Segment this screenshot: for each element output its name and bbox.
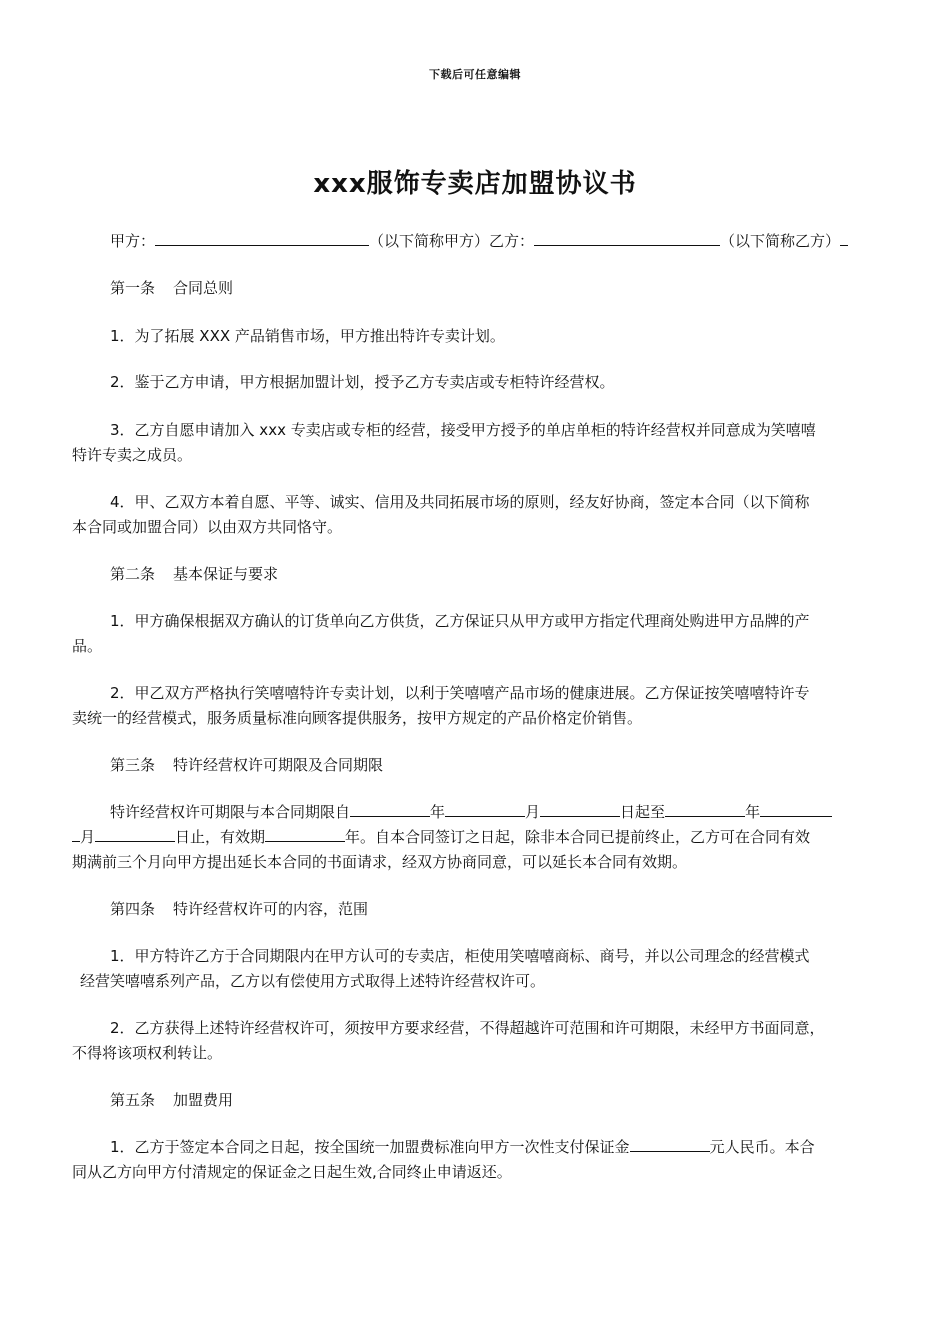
paragraph-line: 2．乙方获得上述特许经营权许可，须按甲方要求经营，不得超越许可范围和许可期限，未经甲方书面同意， bbox=[110, 1019, 825, 1037]
year-label: 年 bbox=[430, 803, 446, 821]
start-month-blank[interactable] bbox=[445, 802, 525, 817]
article-4-heading bbox=[72, 897, 892, 921]
term-line-1 bbox=[72, 800, 892, 824]
paragraph: 2．鉴于乙方申请，甲方根据加盟计划，授予乙方专卖店或专柜特许经营权。 bbox=[110, 373, 615, 391]
from-label: 日起至 bbox=[620, 803, 666, 821]
deposit-text: 1．乙方于签定本合同之日起，按全国统一加盟费标准向甲方一次性支付保证金 bbox=[110, 1138, 630, 1156]
end-year-blank[interactable] bbox=[665, 802, 745, 817]
paragraph-line: 期满前三个月向甲方提出延长本合同的书面请求，经双方协商同意，可以延长本合同有效期。 bbox=[72, 853, 688, 871]
document-title: xxx服饰专卖店加盟协议书 bbox=[313, 169, 637, 199]
article-title: 特许经营权许可的内容，范围 bbox=[173, 900, 369, 918]
deposit-text: 元人民币。本合 bbox=[709, 1138, 815, 1156]
party-a-label: 甲方： bbox=[110, 232, 156, 250]
end-day-blank[interactable] bbox=[95, 827, 175, 842]
article-number: 第四条 bbox=[110, 900, 156, 918]
parties-line bbox=[72, 229, 892, 253]
paragraph-line: 2．甲乙双方严格执行笑嘻嘻特许专卖计划，以利于笑嘻嘻产品市场的健康进展。乙方保证按笑嘻嘻特许专 bbox=[110, 684, 810, 702]
party-a-suffix: （以下简称甲方）乙方： bbox=[369, 232, 535, 250]
paragraph-line: 3．乙方自愿申请加入 xxx 专卖店或专柜的经营，接受甲方授予的单店单柜的特许经营权并同意成为笑嘻嘻 bbox=[110, 421, 816, 439]
start-day-blank[interactable] bbox=[540, 802, 620, 817]
article-title: 基本保证与要求 bbox=[173, 565, 279, 583]
term-text: 日止，有效期 bbox=[175, 828, 266, 846]
paragraph-line: 不得将该项权利转让。 bbox=[72, 1044, 223, 1062]
start-year-blank[interactable] bbox=[350, 802, 430, 817]
deposit-line bbox=[72, 1135, 892, 1159]
paragraph-line: 4．甲、乙双方本着自愿、平等、诚实、信用及共同拓展市场的原则，经友好协商，签定本合同（以下简称 bbox=[110, 493, 810, 511]
article-title: 合同总则 bbox=[173, 279, 234, 297]
validity-years-blank[interactable] bbox=[265, 827, 345, 842]
article-number: 第二条 bbox=[110, 565, 156, 583]
end-month-blank[interactable] bbox=[760, 802, 832, 817]
month-label: 月 bbox=[525, 803, 541, 821]
paragraph: 1．为了拓展 XXX 产品销售市场，甲方推出特许专卖计划。 bbox=[110, 327, 505, 345]
month-label: 月 bbox=[80, 828, 96, 846]
article-2-heading bbox=[72, 562, 892, 586]
article-title: 特许经营权许可期限及合同期限 bbox=[173, 756, 384, 774]
article-5-heading bbox=[72, 1088, 892, 1112]
paragraph-line: 卖统一的经营模式，服务质量标准向顾客提供服务，按甲方规定的产品价格定价销售。 bbox=[72, 709, 643, 727]
article-3-heading bbox=[72, 753, 892, 777]
term-text: 特许经营权许可期限与本合同期限自 bbox=[110, 803, 351, 821]
trailing-blank bbox=[840, 231, 848, 246]
article-number: 第三条 bbox=[110, 756, 156, 774]
paragraph-line: 经营笑嘻嘻系列产品，乙方以有偿使用方式取得上述特许经营权许可。 bbox=[80, 972, 546, 990]
paragraph-line: 1．甲方特许乙方于合同期限内在甲方认可的专卖店，柜使用笑嘻嘻商标、商号，并以公司理念的经营模式 bbox=[110, 947, 810, 965]
article-number: 第五条 bbox=[110, 1091, 156, 1109]
party-a-blank[interactable] bbox=[155, 231, 369, 246]
end-month-blank-cont[interactable] bbox=[72, 827, 80, 842]
article-1-heading bbox=[72, 276, 892, 300]
year-label: 年 bbox=[745, 803, 761, 821]
paragraph-line: 同从乙方向甲方付清规定的保证金之日起生效,合同终止申请返还。 bbox=[72, 1163, 512, 1181]
paragraph-line: 1．甲方确保根据双方确认的订货单向乙方供货，乙方保证只从甲方或甲方指定代理商处购进甲方品牌的产 bbox=[110, 612, 810, 630]
header-note: 下载后可任意编辑 bbox=[429, 68, 521, 81]
paragraph-line: 本合同或加盟合同）以由双方共同恪守。 bbox=[72, 518, 343, 536]
party-b-suffix: （以下简称乙方） bbox=[720, 232, 841, 250]
paragraph-line: 特许专卖之成员。 bbox=[72, 446, 193, 464]
article-number: 第一条 bbox=[110, 279, 156, 297]
term-text: 年。自本合同签订之日起，除非本合同已提前终止，乙方可在合同有效 bbox=[345, 828, 811, 846]
deposit-amount-blank[interactable] bbox=[630, 1137, 710, 1152]
party-b-blank[interactable] bbox=[534, 231, 720, 246]
term-line-2 bbox=[72, 825, 892, 849]
article-title: 加盟费用 bbox=[173, 1091, 234, 1109]
paragraph-line: 品。 bbox=[72, 637, 103, 655]
